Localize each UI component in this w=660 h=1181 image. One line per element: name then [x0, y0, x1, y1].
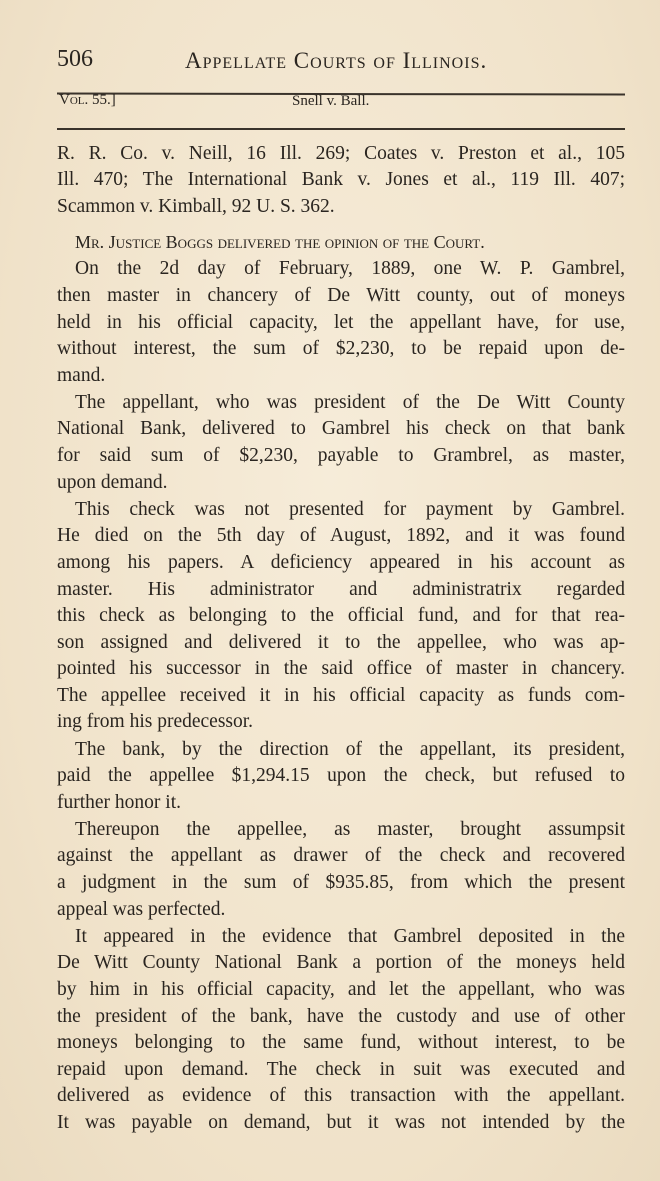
- case-title: Snell v. Ball.: [292, 93, 370, 109]
- text-line: for said sum of $2,230, payable to Grambrel, as master,: [57, 445, 625, 467]
- text-line: held in his official capacity, let the appellant have, for use,: [57, 311, 625, 333]
- opinion-body: [57, 140, 625, 1136]
- text-line: This check was not presented for payment by Gambrel.: [75, 498, 625, 520]
- text-line: against the appellant as drawer of the check and recovered: [57, 845, 625, 867]
- text-line: The appellee received it in his official capacity as funds com-: [57, 684, 625, 706]
- text-line: Mr. Justice Boggs delivered the opinion of the Court.: [75, 232, 485, 253]
- paragraph: [57, 256, 625, 389]
- text-line: De Witt County National Bank a portion of the moneys held: [57, 952, 625, 974]
- text-line: appeal was perfected.: [57, 898, 226, 920]
- text-line: a judgment in the sum of $935.85, from which the present: [57, 872, 625, 894]
- text-line: son assigned and delivered it to the appellee, who was ap-: [57, 631, 625, 653]
- text-line: On the 2d day of February, 1889, one W. P. Gambrel,: [75, 258, 625, 280]
- text-line: then master in chancery of De Witt county, out of moneys: [57, 284, 625, 306]
- text-line: without interest, the sum of $2,230, to be repaid upon de-: [57, 338, 625, 360]
- text-line: National Bank, delivered to Gambrel his check on that bank: [57, 418, 625, 440]
- text-line: The appellant, who was president of the De Witt County: [75, 391, 625, 413]
- paragraph: [57, 497, 625, 736]
- text-line: He died on the 5th day of August, 1892, and it was found: [57, 525, 625, 547]
- text-line: R. R. Co. v. Neill, 16 Ill. 269; Coates v. Preston et al., 105: [57, 142, 625, 164]
- paragraph: [57, 737, 625, 817]
- paragraph: [57, 924, 625, 1137]
- text-line: It appeared in the evidence that Gambrel deposited in the: [75, 925, 625, 947]
- text-line: this check as belonging to the official fund, and for that rea-: [57, 605, 625, 627]
- text-line: mand.: [57, 364, 106, 386]
- text-line: delivered as evidence of this transaction with the appellant.: [57, 1085, 625, 1107]
- text-line: It was payable on demand, but it was not intended by the: [57, 1111, 625, 1133]
- text-line: upon demand.: [57, 471, 168, 493]
- subheader-rule: [57, 128, 625, 130]
- text-line: The bank, by the direction of the appellant, its president,: [75, 738, 625, 760]
- running-title: Appellate Courts of Illinois.: [185, 48, 488, 73]
- text-line: paid the appellee $1,294.15 upon the check, but refused to: [57, 765, 625, 787]
- text-line: master. His administrator and administratrix regarded: [57, 578, 625, 600]
- text-line: Scammon v. Kimball, 92 U. S. 362.: [57, 195, 335, 217]
- paragraph: [57, 390, 625, 496]
- page-number: 506: [57, 46, 93, 72]
- text-line: Ill. 470; The International Bank v. Jones et al., 119 Ill. 407;: [57, 169, 625, 191]
- text-line: the president of the bank, have the custody and use of other: [57, 1005, 625, 1027]
- text-line: repaid upon demand. The check in suit was executed and: [57, 1058, 625, 1080]
- citation-paragraph: [57, 141, 625, 221]
- text-line: pointed his successor in the said office of master in chancery.: [57, 658, 625, 680]
- text-line: among his papers. A deficiency appeared in his account as: [57, 551, 625, 573]
- text-line: further honor it.: [57, 791, 182, 813]
- volume-label: Vol. 55.]: [59, 92, 116, 108]
- text-line: by him in his official capacity, and let the appellant, who was: [57, 978, 625, 1000]
- paragraph: [57, 817, 625, 923]
- text-line: moneys belonging to the same fund, without interest, to be: [57, 1032, 625, 1054]
- text-line: Thereupon the appellee, as master, brought assumpsit: [75, 818, 625, 840]
- text-line: ing from his predecessor.: [57, 711, 254, 733]
- opinion-heading: [57, 229, 625, 256]
